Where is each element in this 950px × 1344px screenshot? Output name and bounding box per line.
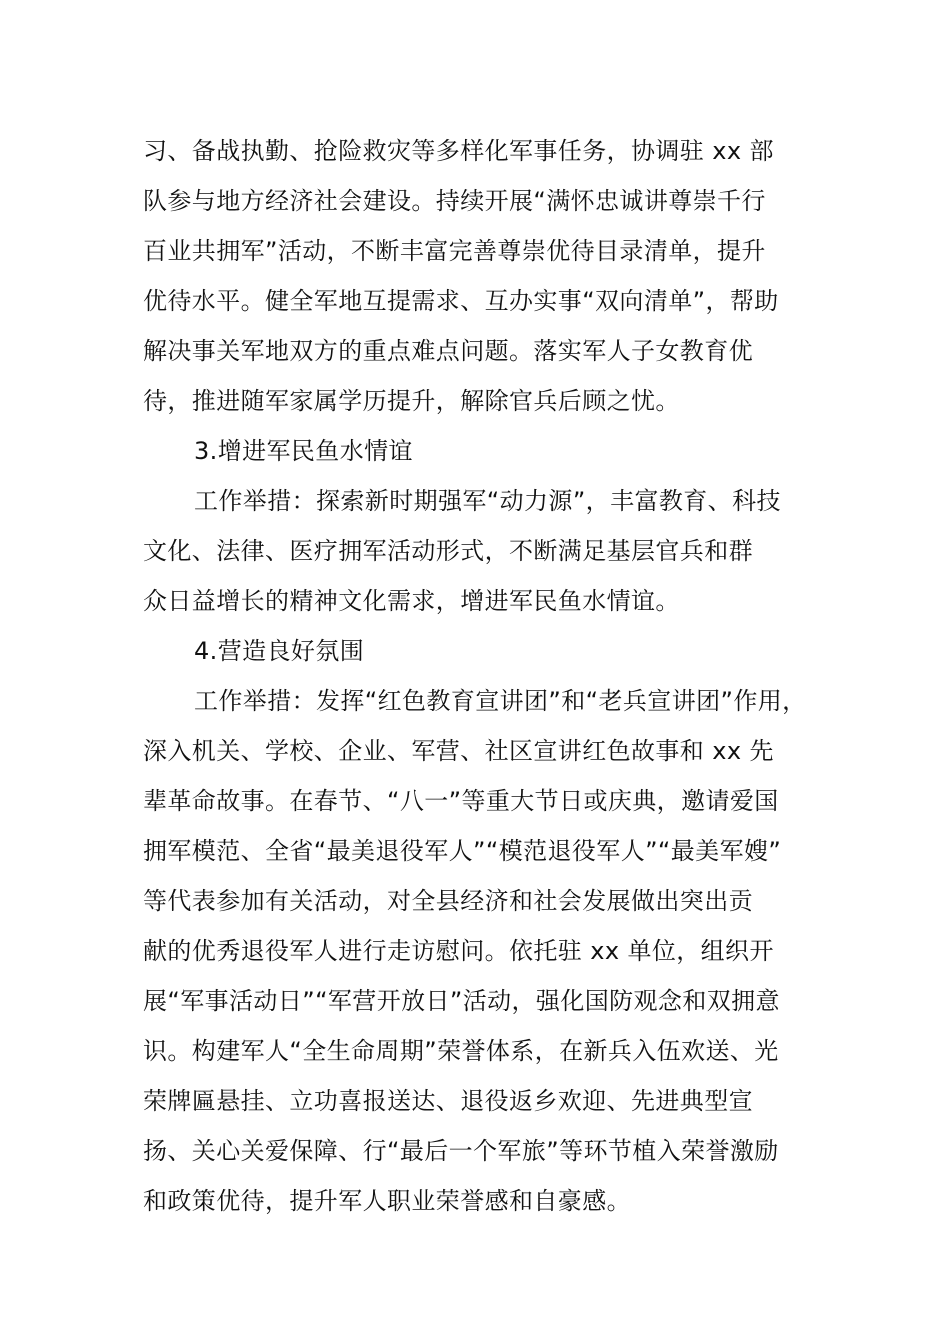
text-line: 众日益增长的精神文化需求，增进军民鱼水情谊。 — [143, 587, 680, 615]
text-line: 队参与地方经济社会建设。持续开展“满怀忠诚讲尊崇千行 — [143, 187, 766, 215]
text-line: 展“军事活动日”“军营开放日”活动，强化国防观念和双拥意 — [143, 987, 780, 1015]
text-line: 待，推进随军家属学历提升，解除官兵后顾之忧。 — [143, 387, 680, 415]
text-line: 百业共拥军”活动，不断丰富完善尊崇优待目录清单，提升 — [143, 237, 766, 265]
text-line: 识。构建军人“全生命周期”荣誉体系，在新兵入伍欢送、光 — [143, 1037, 779, 1065]
text-line: 等代表参加有关活动，对全县经济和社会发展做出突出贡 — [143, 887, 753, 915]
text-line: 解决事关军地双方的重点难点问题。落实军人子女教育优 — [143, 337, 753, 365]
text-line: 习、备战执勤、抢险救灾等多样化军事任务，协调驻 xx 部 — [143, 137, 774, 165]
text-line: 文化、法律、医疗拥军活动形式，不断满足基层官兵和群 — [143, 537, 753, 565]
text-line: 工作举措：发挥“红色教育宣讲团”和“老兵宣讲团”作用， — [194, 687, 807, 715]
text-line: 扬、关心关爱保障、行“最后一个军旅”等环节植入荣誉激励 — [143, 1137, 779, 1165]
text-line: 工作举措：探索新时期强军“动力源”，丰富教育、科技 — [194, 487, 781, 515]
text-line: 献的优秀退役军人进行走访慰问。依托驻 xx 单位，组织开 — [143, 937, 774, 965]
text-line: 优待水平。健全军地互提需求、互办实事“双向清单”，帮助 — [143, 287, 779, 315]
section-heading: 4.营造良好氛围 — [194, 637, 365, 665]
section-heading: 3.增进军民鱼水情谊 — [194, 437, 413, 465]
text-line: 荣牌匾悬挂、立功喜报送达、退役返乡欢迎、先进典型宣 — [143, 1087, 753, 1115]
text-line: 拥军模范、全省“最美退役军人”“模范退役军人”“最美军嫂” — [143, 837, 782, 865]
text-line: 辈革命故事。在春节、“八一”等重大节日或庆典，邀请爱国 — [143, 787, 779, 815]
text-line: 和政策优待，提升军人职业荣誉感和自豪感。 — [143, 1187, 631, 1215]
text-line: 深入机关、学校、企业、军营、社区宣讲红色故事和 xx 先 — [143, 737, 774, 765]
document-body — [143, 126, 823, 1226]
